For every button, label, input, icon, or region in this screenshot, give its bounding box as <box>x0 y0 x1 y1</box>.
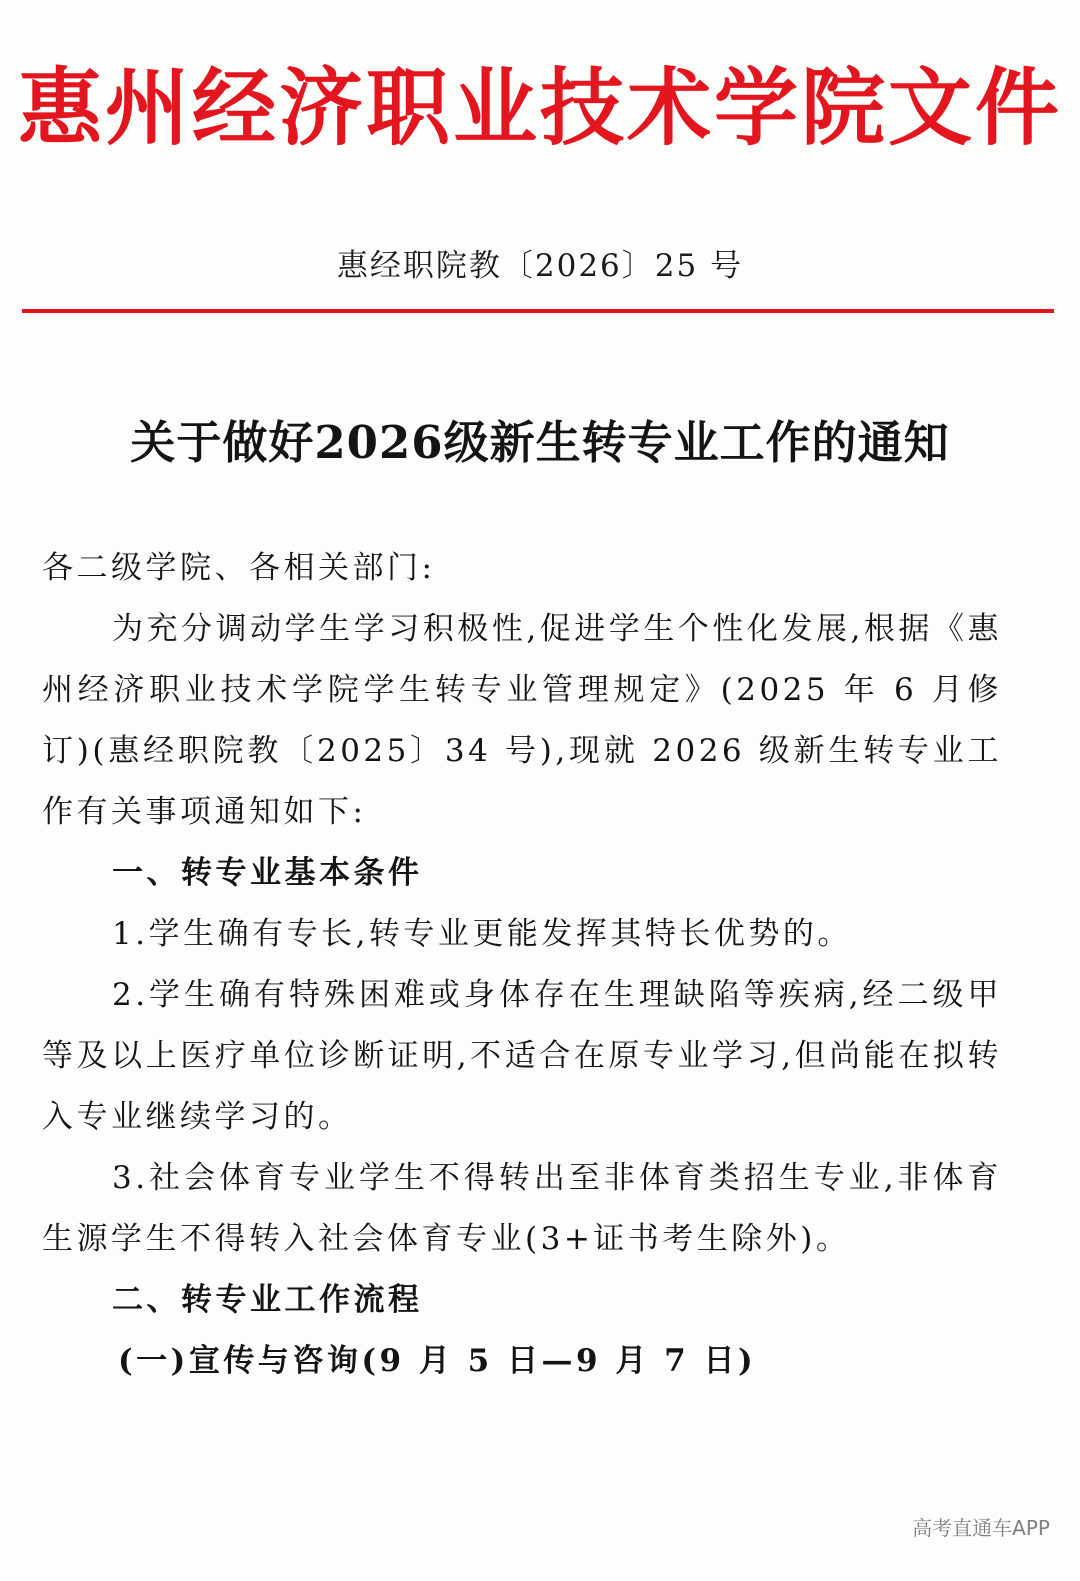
document-body <box>42 538 1002 1392</box>
intro-paragraph: 为充分调动学生学习积极性,促进学生个性化发展,根据《惠州经济职业技术学院学生转专业管理规定》(2025 年 6 月修订)(惠经职院教〔2025〕34 号),现就 2026 级新生转专业工作有关事项通知如下: <box>42 611 1002 830</box>
notice-title: 关于做好2026级新生转专业工作的通知 <box>130 416 950 469</box>
section-heading-workflow: 二、转专业工作流程 <box>112 1282 423 1318</box>
subsection-heading-publicity: (一)宣传与咨询(9 月 5 日—9 月 7 日) <box>118 1343 757 1379</box>
app-watermark: 高考直通车APP <box>912 1516 1050 1540</box>
condition-item: 1.学生确有专长,转专业更能发挥其特长优势的。 <box>112 916 852 952</box>
salutation: 各二级学院、各相关部门: <box>42 550 436 586</box>
section-heading-conditions: 一、转专业基本条件 <box>112 855 423 891</box>
document-number: 惠经职院教〔2026〕25 号 <box>336 248 744 284</box>
condition-item: 3.社会体育专业学生不得转出至非体育类招生专业,非体育生源学生不得转入社会体育专业(3+证书考生除外)。 <box>42 1160 1002 1257</box>
condition-item: 2.学生确有特殊困难或身体存在生理缺陷等疾病,经二级甲等及以上医疗单位诊断证明,不适合在原专业学习,但尚能在拟转入专业继续学习的。 <box>42 977 1002 1135</box>
red-divider-line <box>22 309 1054 313</box>
institution-document-title: 惠州经济职业技术学院文件 <box>17 58 1062 157</box>
